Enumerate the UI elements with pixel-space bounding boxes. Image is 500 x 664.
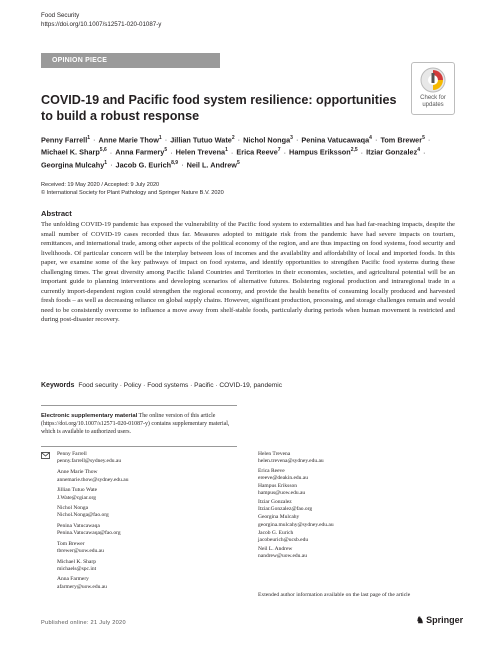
author-separator: ·: [162, 135, 170, 145]
author-separator: ·: [235, 135, 243, 145]
contact-entry: [57, 576, 107, 590]
author-separator: ·: [168, 147, 175, 157]
author-name[interactable]: Hampus Eriksson: [289, 147, 351, 157]
author-separator: ·: [91, 135, 98, 145]
keywords-text: Food security · Policy · Food systems · Pacific · COVID-19, pandemic: [78, 382, 283, 389]
article-title: COVID-19 and Pacific food system resilience: opportunities to build a robust response: [41, 93, 397, 123]
author-affiliation: 5: [236, 159, 240, 166]
check-for-updates-button[interactable]: [411, 62, 455, 115]
author-affiliation: 5: [164, 147, 168, 154]
contact-name: Hampus Eriksson: [258, 482, 297, 489]
author-name[interactable]: Jacob G. Eurich: [115, 160, 172, 170]
envelope-icon: [41, 452, 50, 459]
contact-entry: [258, 451, 324, 465]
contact-entry: [57, 559, 96, 573]
abstract-heading: Abstract: [41, 209, 72, 218]
article-type-banner: OPINION PIECE: [41, 53, 220, 68]
author-name[interactable]: Helen Trevena: [175, 147, 226, 157]
contact-email[interactable]: penny.farrell@sydney.edu.au: [57, 458, 122, 465]
contact-email[interactable]: annemarie.thow@sydney.edu.au: [57, 476, 129, 483]
contact-entry: [57, 451, 121, 465]
contact-entry: [258, 468, 308, 482]
author-separator: ·: [421, 147, 426, 157]
author-affiliation: 4: [417, 147, 421, 154]
contact-email[interactable]: Penina.Vatucawaqa@fao.org: [57, 530, 121, 537]
author-name[interactable]: Erica Reeve: [236, 147, 278, 157]
article-dates: [41, 181, 224, 197]
divider: [41, 446, 237, 447]
contact-name: Penny Farrell: [57, 451, 87, 457]
journal-header: [41, 12, 161, 29]
contact-name: Helen Trevena: [258, 451, 291, 457]
author-affiliation: 2: [231, 135, 235, 141]
contact-email[interactable]: J.Wate@cgiar.org: [57, 494, 97, 501]
publisher-name: Springer: [426, 615, 464, 625]
author-separator: ·: [179, 160, 186, 170]
author-separator: ·: [228, 147, 236, 157]
author-affiliation: 5,6: [99, 147, 107, 154]
author-affiliation: 1: [225, 147, 228, 154]
author-separator: ·: [425, 135, 431, 145]
contact-name: Erica Reeve: [258, 467, 285, 474]
esm-label: Electronic supplementary material: [41, 413, 138, 419]
contact-entry: [258, 546, 307, 560]
contact-email[interactable]: ereeve@deakin.edu.au: [258, 474, 308, 481]
author-separator: ·: [358, 147, 366, 157]
contact-entry: [258, 483, 305, 497]
contact-email[interactable]: helen.trevena@sydney.edu.au: [258, 458, 324, 465]
esm-text: The online version of this article (https://doi.org/10.1007/s12571-020-01087-y) contains supplementary material, which is available to authorized users.: [41, 413, 230, 436]
author-separator: ·: [108, 160, 115, 170]
contact-email[interactable]: tbrewer@uow.edu.au: [57, 547, 104, 554]
publisher-logo[interactable]: [416, 615, 465, 626]
copyright: © International Society for Plant Pathology and Springer Nature B.V. 2020: [41, 190, 224, 197]
contact-email[interactable]: Itziar.Gonzalez@fao.org: [258, 505, 313, 512]
divider: [41, 405, 237, 406]
contact-entry: [258, 514, 334, 528]
author-name[interactable]: Penina Vatucawaqa: [301, 135, 370, 145]
published-online: Published online: 21 July 2020: [41, 620, 126, 626]
journal-doi[interactable]: https://doi.org/10.1007/s12571-020-01087-y: [41, 20, 162, 28]
contact-name: Anne Marie Thow: [57, 469, 98, 476]
contact-name: Georgina Mulcahy: [258, 514, 300, 521]
contact-name: Tom Brewer: [57, 540, 85, 547]
author-affiliation: 1: [87, 135, 91, 141]
contact-name: Jillian Tutuo Wate: [57, 487, 98, 494]
author-list: [41, 133, 459, 170]
author-name[interactable]: Tom Brewer: [380, 135, 423, 145]
contact-email[interactable]: michaels@spc.int: [57, 565, 97, 572]
contact-email[interactable]: hampus@uow.edu.au: [258, 489, 306, 496]
author-separator: ·: [293, 135, 301, 145]
author-affiliation: 7: [277, 147, 281, 154]
author-separator: ·: [107, 147, 115, 157]
springer-horse-icon: ♞: [416, 615, 425, 625]
author-name[interactable]: Georgina Mulcahy: [41, 160, 105, 170]
contact-name: Penina Vatucawaqa: [57, 522, 100, 529]
author-name[interactable]: Nichol Nonga: [243, 135, 291, 145]
contact-name: Itziar Gonzalez: [258, 498, 292, 505]
author-name[interactable]: Jillian Tutuo Wate: [170, 135, 232, 145]
author-affiliation: 8,9: [171, 159, 179, 166]
author-name[interactable]: Neil L. Andrew: [186, 160, 237, 170]
author-separator: ·: [372, 135, 380, 145]
contact-name: Jacob G. Eurich: [258, 530, 294, 537]
crossmark-line1: Check for: [420, 95, 446, 101]
crossmark-line2: updates: [422, 101, 444, 108]
author-separator: ·: [281, 147, 289, 157]
contact-entry: [57, 505, 109, 519]
crossmark-icon: [420, 67, 446, 93]
author-name[interactable]: Itziar Gonzalez: [366, 147, 418, 157]
author-affiliation: 1: [104, 159, 108, 166]
contact-name: Nichol Nonga: [57, 505, 89, 512]
contact-email[interactable]: georgina.mulcahy@sydney.edu.au: [258, 521, 334, 528]
author-affiliation: 4: [369, 135, 372, 141]
contact-email[interactable]: afarmery@uow.edu.au: [57, 583, 107, 590]
contact-entry: [57, 469, 128, 483]
contact-entry: [258, 530, 308, 544]
contact-entry: [258, 499, 312, 513]
extended-author-info: Extended author information available on the last page of the article: [258, 592, 411, 598]
contacts-left: [57, 451, 247, 611]
author-affiliation: 2,5: [350, 147, 358, 154]
contact-entry: [57, 487, 97, 501]
contact-email[interactable]: jacobeurich@ucsb.edu: [258, 537, 309, 544]
author-affiliation: 1: [158, 135, 162, 141]
author-name[interactable]: Anna Farmery: [115, 147, 165, 157]
contact-entry: [57, 541, 104, 555]
keywords: [41, 382, 459, 389]
contact-email[interactable]: nandrew@uow.edu.au: [258, 553, 307, 560]
supplementary-note: [41, 412, 237, 437]
author-name[interactable]: Penny Farrell: [41, 135, 88, 145]
contacts-right: [258, 451, 458, 591]
author-name[interactable]: Michael K. Sharp: [41, 147, 100, 157]
contact-entry: [57, 523, 121, 537]
keywords-label: Keywords: [41, 382, 75, 389]
contact-name: Neil L. Andrew: [258, 546, 293, 553]
contact-name: Michael K. Sharp: [57, 558, 96, 565]
author-affiliation: 3: [290, 135, 293, 141]
journal-name: Food Security: [41, 12, 80, 19]
author-affiliation: 5: [422, 135, 425, 141]
abstract-text: The unfolding COVID-19 pandemic has exposed the vulnerability of the Pacific food system to externalities and has had far-reaching impacts, despite the small number of COVID-19 cases recorded thus far. Measures adopted to mitigate risk from the pandemic have had severe impacts on tourism, remittances, and international trade, among other aspects of the political economy of the region, and are thus impacting on food systems, food security and livelihoods. Of particular concern will be the interplay between loss of incomes and the availability and affordability of local and imported foods. In this paper, we examine some of the key pathways of impact on food systems, and identify opportunities to strengthen Pacific food systems during these challenging times. The great diversity among Pacific Island Countries and Territories in their economies, societies, and agricultural potential will be an important guide to planning interventions and developing scenarios of alternative futures. Bolstering regional production and intraregional trade in a currently import-dependent region could strengthen the regional economy, and provide the health benefits of consuming locally produced and harvested fresh foods – as well as decreasing reliance on global supply chains. However, significant production, processing, and storage challenges remain and would need to be consistently overcome to influence a move away from shelf-stable foods, particularly during periods when human movement is restricted and during post-disaster recovery.: [41, 221, 455, 323]
contact-email[interactable]: Nichol.Nonga@fao.org: [57, 512, 109, 519]
contact-name: Anna Farmery: [57, 576, 89, 583]
author-name[interactable]: Anne Marie Thow: [98, 135, 159, 145]
received-accepted: Received: 19 May 2020 / Accepted: 9 July 2020: [41, 182, 160, 188]
